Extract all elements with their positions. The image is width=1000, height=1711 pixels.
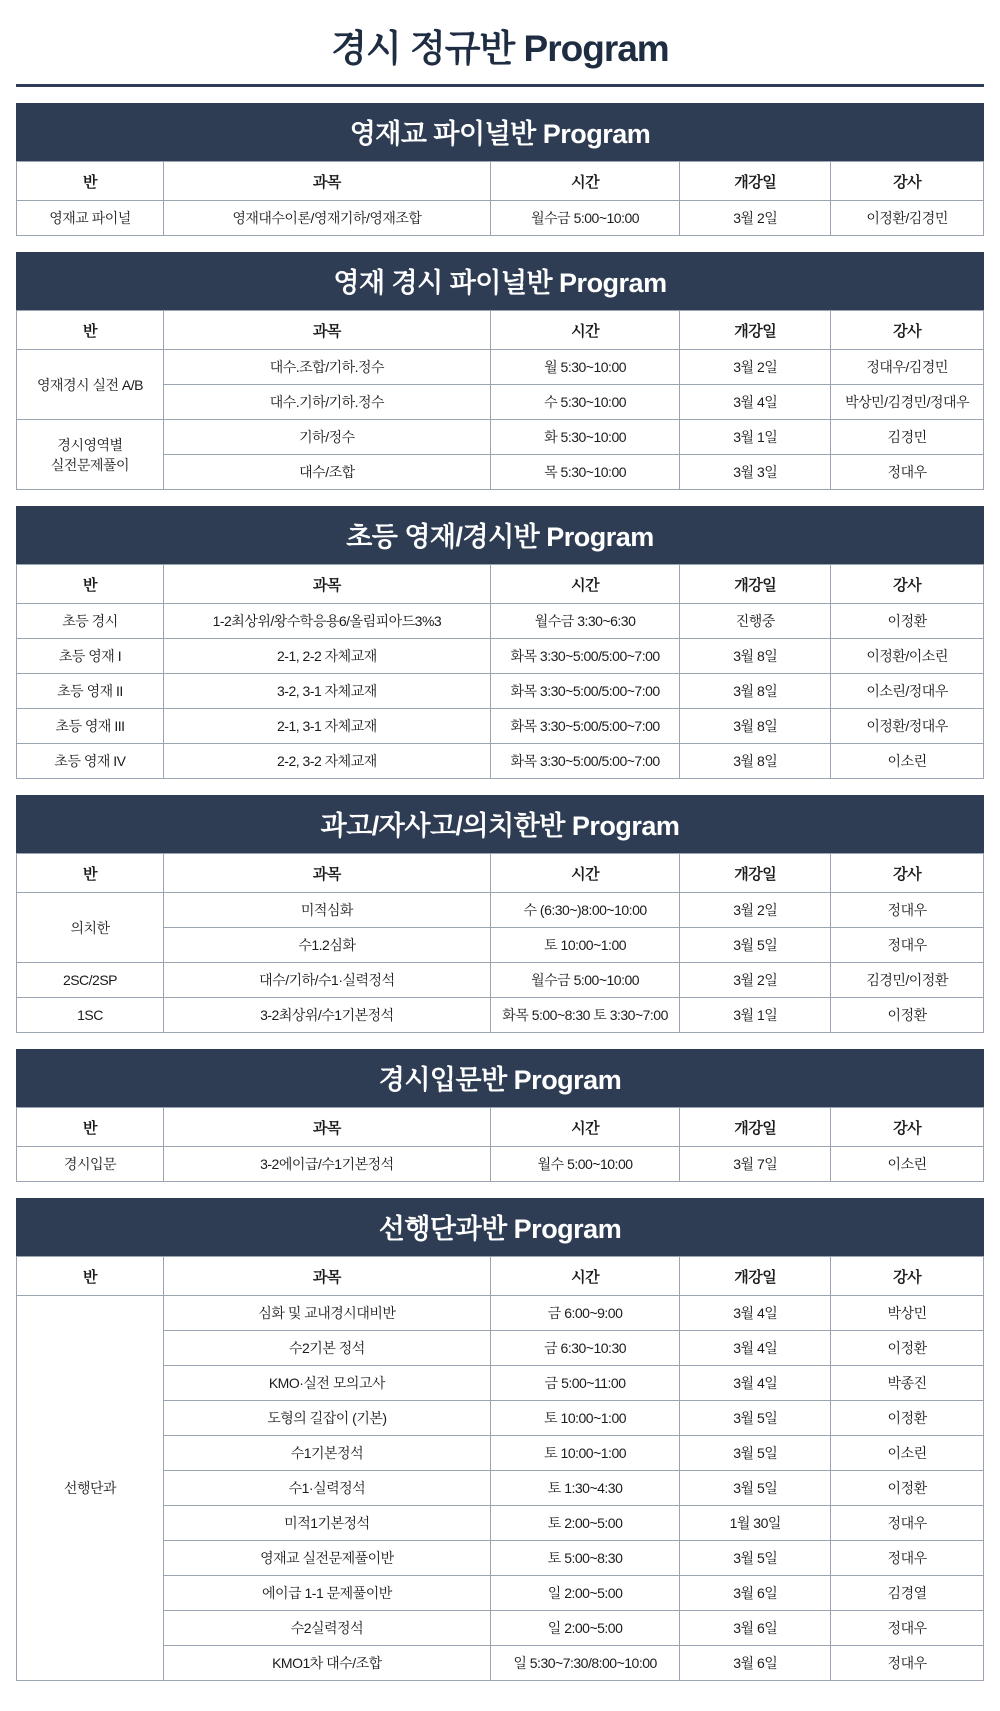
cell-open-date: 3월 2일 [680,963,831,998]
sections-container [16,103,984,1681]
table-header-row [17,565,984,604]
cell-subject: 도형의 길잡이 (기본) [163,1401,490,1436]
cell-subject: KMO·실전 모의고사 [163,1366,490,1401]
cell-time: 금 6:30~10:30 [490,1331,680,1366]
column-header: 시간 [490,1257,680,1296]
section-heading: 경시입문반 Program [16,1049,984,1107]
cell-teacher: 정대우 [831,1506,984,1541]
cell-open-date: 3월 5일 [680,1471,831,1506]
cell-open-date: 3월 8일 [680,674,831,709]
cell-class-name: 경시입문 [17,1147,164,1182]
cell-time: 금 6:00~9:00 [490,1296,680,1331]
cell-teacher: 이정환/정대우 [831,709,984,744]
cell-open-date: 3월 5일 [680,928,831,963]
table-header-row [17,1257,984,1296]
cell-class-name: 초등 경시 [17,604,164,639]
program-section [16,1198,984,1681]
program-table [16,1107,984,1182]
cell-subject: 2-1, 3-1 자체교재 [163,709,490,744]
column-header: 개강일 [680,854,831,893]
cell-teacher: 이소린 [831,1436,984,1471]
cell-open-date: 3월 1일 [680,420,831,455]
cell-subject: 대수.조합/기하.정수 [163,350,490,385]
table-header-row [17,311,984,350]
column-header: 개강일 [680,1108,831,1147]
cell-subject: 영재교 실전문제풀이반 [163,1541,490,1576]
cell-time: 토 10:00~1:00 [490,1436,680,1471]
table-header-row [17,162,984,201]
column-header: 개강일 [680,565,831,604]
cell-teacher: 이정환/이소린 [831,639,984,674]
cell-open-date: 3월 2일 [680,350,831,385]
cell-open-date: 3월 6일 [680,1611,831,1646]
cell-time: 토 2:00~5:00 [490,1506,680,1541]
cell-open-date: 진행중 [680,604,831,639]
cell-teacher: 정대우 [831,1611,984,1646]
table-row [17,1147,984,1182]
program-section [16,1049,984,1182]
table-row [17,674,984,709]
cell-teacher: 이정환 [831,604,984,639]
cell-subject: 기하/정수 [163,420,490,455]
page-title: 경시 정규반 Program [16,0,984,87]
cell-time: 토 10:00~1:00 [490,928,680,963]
cell-teacher: 정대우 [831,893,984,928]
cell-teacher: 정대우/김경민 [831,350,984,385]
column-header: 개강일 [680,1257,831,1296]
cell-subject: 2-2, 3-2 자체교재 [163,744,490,779]
cell-time: 월수 5:00~10:00 [490,1147,680,1182]
column-header: 강사 [831,1257,984,1296]
column-header: 시간 [490,311,680,350]
cell-open-date: 3월 5일 [680,1541,831,1576]
program-table [16,1256,984,1681]
section-heading: 선행단과반 Program [16,1198,984,1256]
table-header-row [17,854,984,893]
cell-teacher: 김경민 [831,420,984,455]
cell-teacher: 이소린 [831,1147,984,1182]
section-heading: 영재 경시 파이널반 Program [16,252,984,310]
cell-time: 화목 3:30~5:00/5:00~7:00 [490,744,680,779]
section-heading: 초등 영재/경시반 Program [16,506,984,564]
table-row [17,1296,984,1331]
cell-teacher: 박상민/김경민/정대우 [831,385,984,420]
program-table [16,564,984,779]
program-section [16,103,984,236]
program-section [16,252,984,490]
cell-class-name: 초등 영재 III [17,709,164,744]
cell-open-date: 3월 8일 [680,709,831,744]
cell-time: 일 2:00~5:00 [490,1576,680,1611]
cell-class-name: 선행단과 [17,1296,164,1681]
cell-teacher: 정대우 [831,928,984,963]
program-section [16,795,984,1033]
table-row [17,201,984,236]
cell-open-date: 3월 6일 [680,1576,831,1611]
cell-subject: 3-2최상위/수1기본정석 [163,998,490,1033]
cell-time: 월수금 5:00~10:00 [490,963,680,998]
column-header: 반 [17,1257,164,1296]
cell-time: 금 5:00~11:00 [490,1366,680,1401]
cell-class-name: 영재경시 실전 A/B [17,350,164,420]
cell-subject: 에이급 1-1 문제풀이반 [163,1576,490,1611]
cell-time: 화목 5:00~8:30 토 3:30~7:00 [490,998,680,1033]
cell-class-name: 초등 영재 I [17,639,164,674]
column-header: 과목 [163,1108,490,1147]
cell-open-date: 3월 4일 [680,1296,831,1331]
table-row [17,893,984,928]
table-row [17,963,984,998]
program-section [16,506,984,779]
cell-subject: 미적심화 [163,893,490,928]
cell-time: 수 5:30~10:00 [490,385,680,420]
cell-time: 일 2:00~5:00 [490,1611,680,1646]
cell-teacher: 이정환 [831,1331,984,1366]
column-header: 개강일 [680,311,831,350]
cell-open-date: 3월 2일 [680,893,831,928]
cell-subject: 대수/기하/수1·실력정석 [163,963,490,998]
cell-time: 월 5:30~10:00 [490,350,680,385]
cell-open-date: 3월 3일 [680,455,831,490]
cell-time: 토 5:00~8:30 [490,1541,680,1576]
column-header: 강사 [831,1108,984,1147]
cell-subject: 미적1기본정석 [163,1506,490,1541]
column-header: 반 [17,311,164,350]
column-header: 반 [17,162,164,201]
cell-time: 토 10:00~1:00 [490,1401,680,1436]
cell-open-date: 3월 8일 [680,744,831,779]
cell-teacher: 이정환 [831,998,984,1033]
table-row [17,744,984,779]
section-heading: 영재교 파이널반 Program [16,103,984,161]
cell-class-name: 초등 영재 II [17,674,164,709]
cell-subject: 수1·실력정석 [163,1471,490,1506]
table-header-row [17,1108,984,1147]
cell-open-date: 3월 4일 [680,1366,831,1401]
program-table [16,310,984,490]
cell-open-date: 3월 5일 [680,1436,831,1471]
cell-subject: 수2실력정석 [163,1611,490,1646]
cell-teacher: 정대우 [831,455,984,490]
cell-subject: 3-2에이급/수1기본정석 [163,1147,490,1182]
cell-open-date: 1월 30일 [680,1506,831,1541]
column-header: 반 [17,565,164,604]
cell-time: 월수금 3:30~6:30 [490,604,680,639]
cell-teacher: 이정환/김경민 [831,201,984,236]
cell-time: 화목 3:30~5:00/5:00~7:00 [490,709,680,744]
cell-time: 토 1:30~4:30 [490,1471,680,1506]
column-header: 과목 [163,1257,490,1296]
cell-teacher: 박상민 [831,1296,984,1331]
cell-teacher: 이정환 [831,1471,984,1506]
cell-time: 화목 3:30~5:00/5:00~7:00 [490,674,680,709]
cell-time: 화 5:30~10:00 [490,420,680,455]
cell-open-date: 3월 7일 [680,1147,831,1182]
column-header: 과목 [163,311,490,350]
cell-teacher: 이정환 [831,1401,984,1436]
cell-time: 일 5:30~7:30/8:00~10:00 [490,1646,680,1681]
column-header: 강사 [831,854,984,893]
column-header: 강사 [831,565,984,604]
cell-teacher: 정대우 [831,1646,984,1681]
section-heading: 과고/자사고/의치한반 Program [16,795,984,853]
cell-teacher: 김경열 [831,1576,984,1611]
cell-subject: 1-2최상위/왕수학응용6/올림피아드3%3 [163,604,490,639]
column-header: 시간 [490,565,680,604]
cell-open-date: 3월 4일 [680,385,831,420]
table-row [17,639,984,674]
table-row [17,420,984,455]
cell-open-date: 3월 5일 [680,1401,831,1436]
cell-open-date: 3월 2일 [680,201,831,236]
cell-class-name: 초등 영재 IV [17,744,164,779]
cell-subject: 수1기본정석 [163,1436,490,1471]
cell-class-name: 1SC [17,998,164,1033]
table-row [17,709,984,744]
table-row [17,350,984,385]
cell-class-name: 의치한 [17,893,164,963]
cell-open-date: 3월 8일 [680,639,831,674]
column-header: 강사 [831,162,984,201]
cell-subject: 영재대수이론/영재기하/영재조합 [163,201,490,236]
cell-open-date: 3월 1일 [680,998,831,1033]
column-header: 시간 [490,854,680,893]
cell-teacher: 김경민/이정환 [831,963,984,998]
column-header: 과목 [163,565,490,604]
cell-subject: 심화 및 교내경시대비반 [163,1296,490,1331]
cell-subject: 2-1, 2-2 자체교재 [163,639,490,674]
column-header: 시간 [490,162,680,201]
cell-class-name: 2SC/2SP [17,963,164,998]
cell-teacher: 박종진 [831,1366,984,1401]
column-header: 과목 [163,162,490,201]
table-row [17,604,984,639]
cell-subject: 대수.기하/기하.정수 [163,385,490,420]
column-header: 개강일 [680,162,831,201]
cell-time: 화목 3:30~5:00/5:00~7:00 [490,639,680,674]
cell-subject: 3-2, 3-1 자체교재 [163,674,490,709]
cell-open-date: 3월 4일 [680,1331,831,1366]
column-header: 반 [17,1108,164,1147]
table-row [17,998,984,1033]
cell-class-name: 경시영역별 실전문제풀이 [17,420,164,490]
cell-open-date: 3월 6일 [680,1646,831,1681]
cell-subject: 대수/조합 [163,455,490,490]
cell-teacher: 정대우 [831,1541,984,1576]
cell-subject: 수1.2심화 [163,928,490,963]
cell-class-name: 영재교 파이널 [17,201,164,236]
column-header: 반 [17,854,164,893]
program-table [16,161,984,236]
program-table [16,853,984,1033]
cell-time: 수 (6:30~)8:00~10:00 [490,893,680,928]
cell-teacher: 이소린 [831,744,984,779]
cell-time: 월수금 5:00~10:00 [490,201,680,236]
cell-time: 목 5:30~10:00 [490,455,680,490]
cell-subject: KMO1차 대수/조합 [163,1646,490,1681]
column-header: 과목 [163,854,490,893]
cell-subject: 수2기본 정석 [163,1331,490,1366]
cell-teacher: 이소린/정대우 [831,674,984,709]
column-header: 강사 [831,311,984,350]
column-header: 시간 [490,1108,680,1147]
